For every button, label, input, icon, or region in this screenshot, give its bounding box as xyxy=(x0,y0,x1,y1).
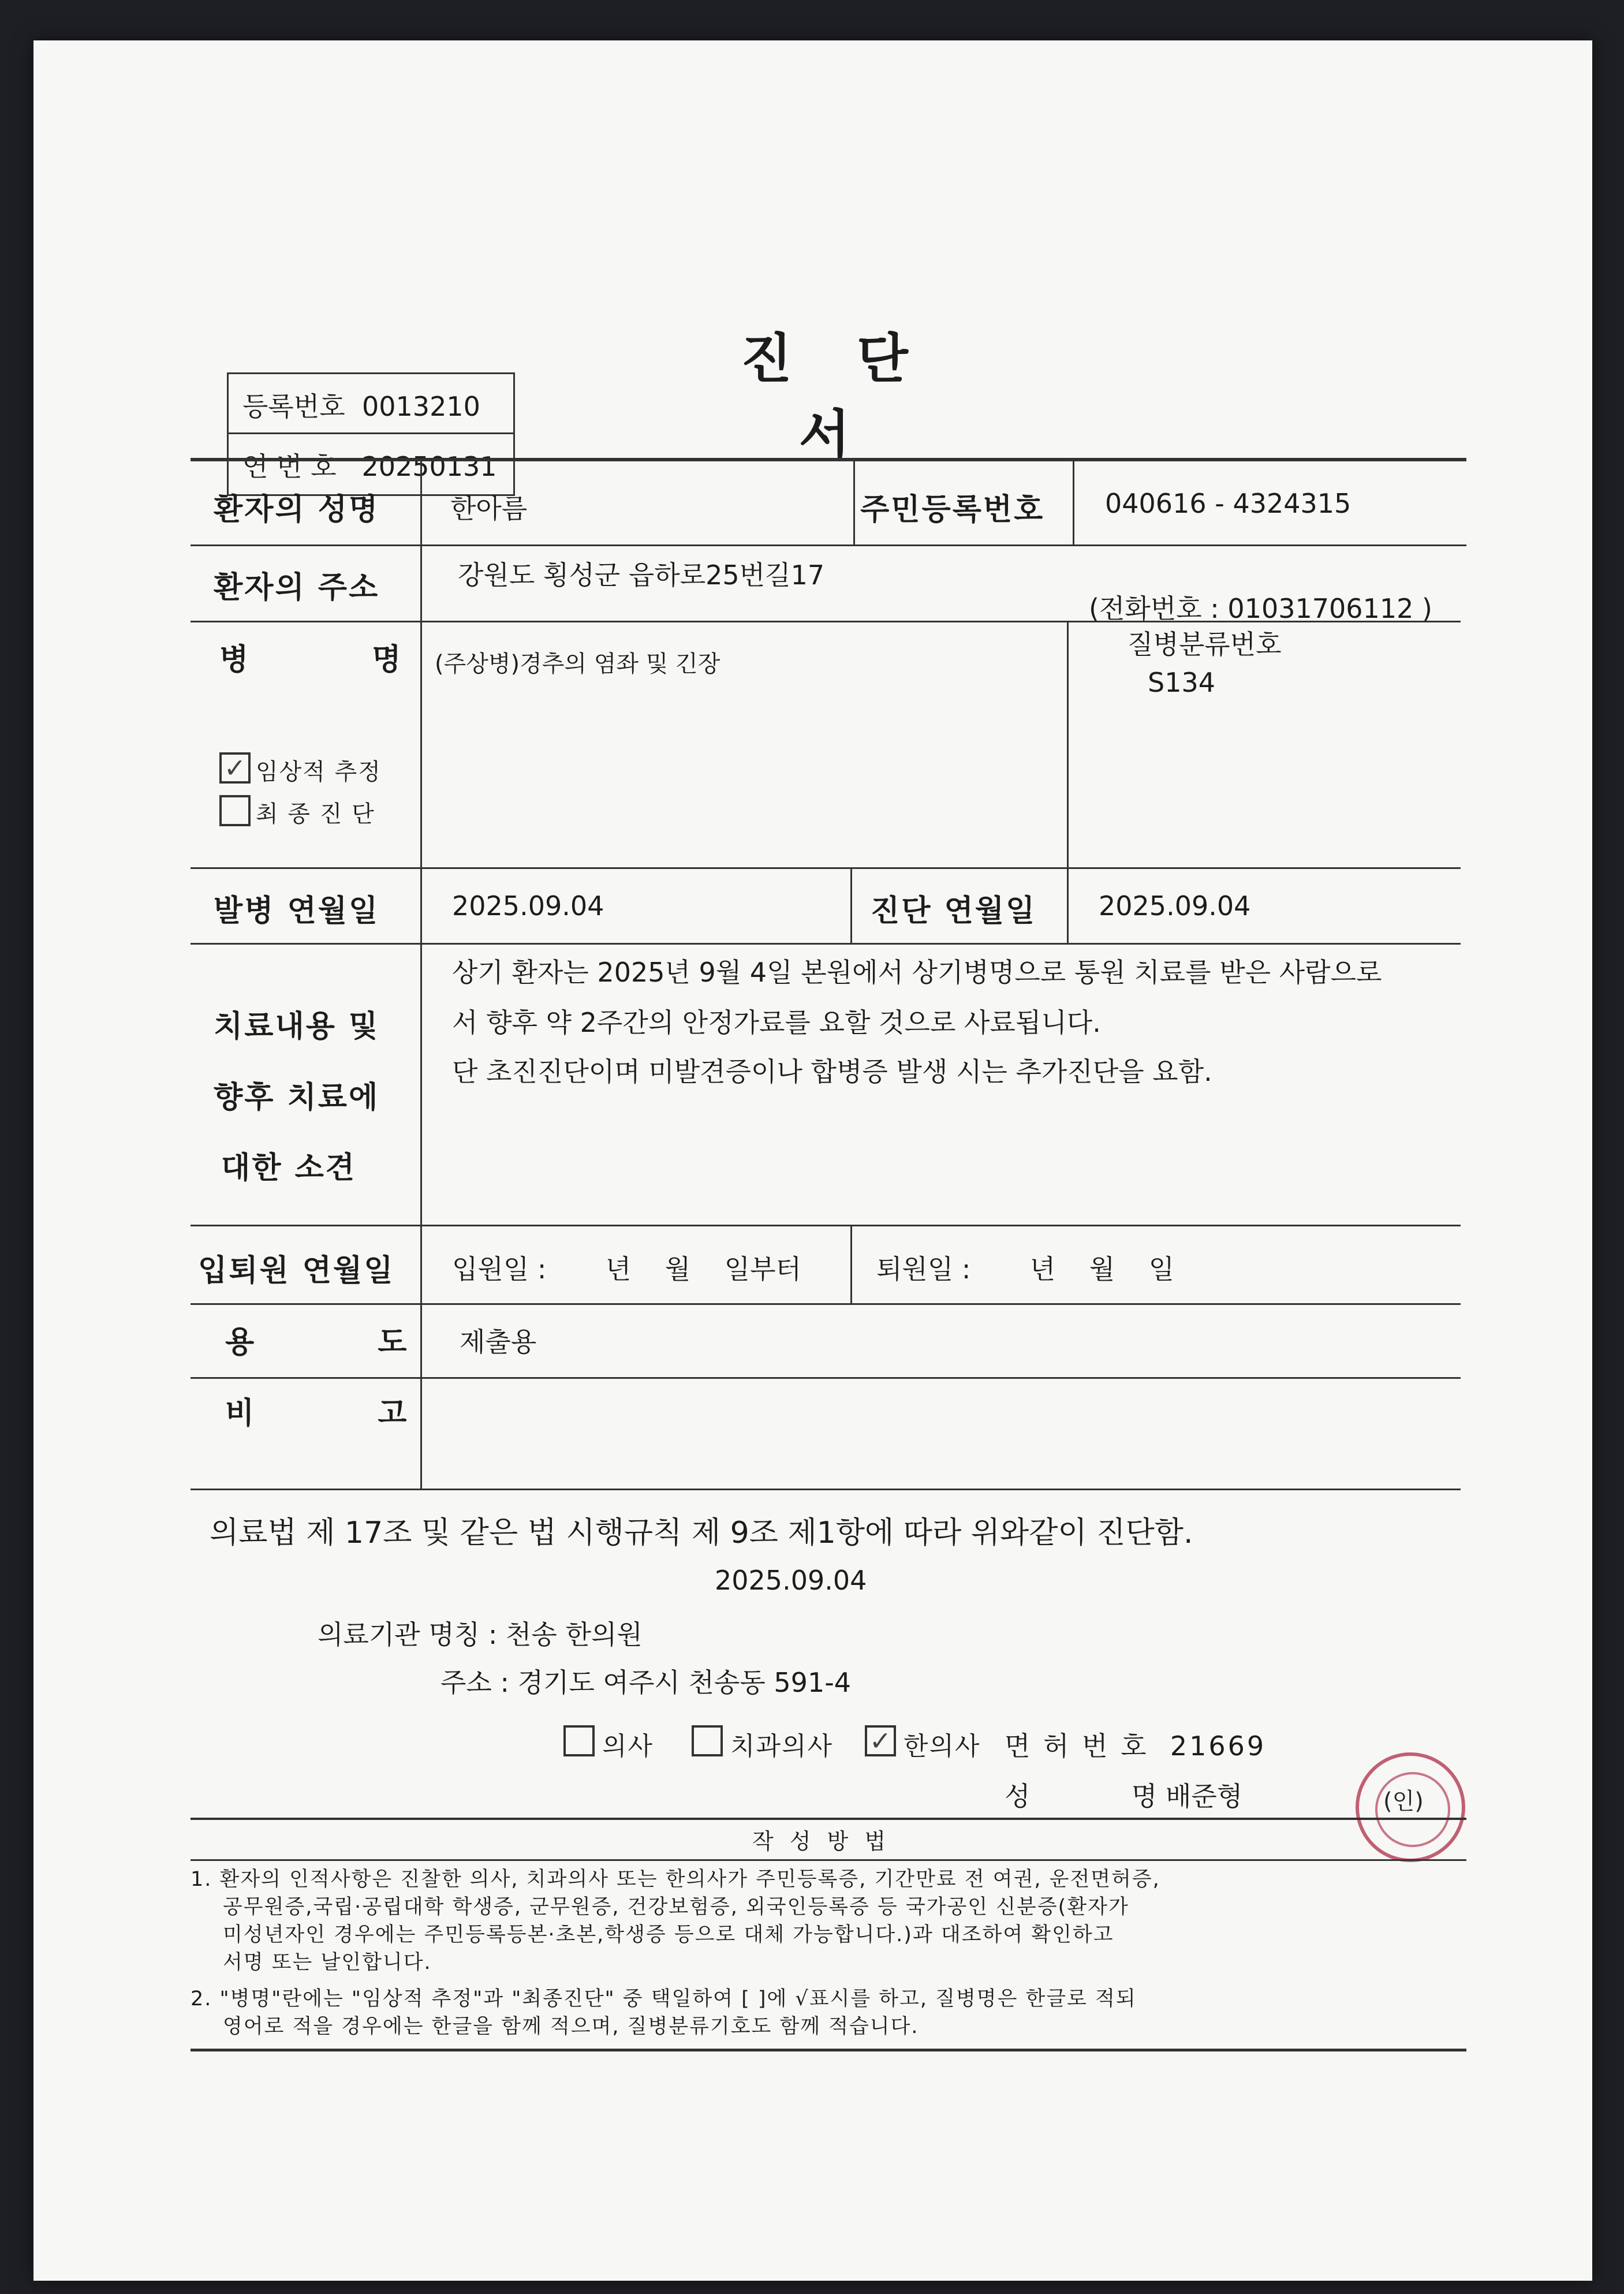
instruction-2-line-1: 2. "병명"란에는 "임상적 추정"과 "최종진단" 중 택일하여 [ ]에 √표시를 하고, 질병명은 한글로 적되 xyxy=(191,1987,1137,2010)
label-column-divider xyxy=(420,458,422,1489)
opinion-line-3: 단 초진진단이며 미발견증이나 합병증 발생 시는 추가진단을 요함. xyxy=(452,1056,1212,1087)
doctor-checkbox[interactable] xyxy=(563,1725,595,1756)
onset-date: 2025.09.04 xyxy=(452,890,604,922)
oriental-doctor-checkbox[interactable]: ✓ xyxy=(865,1725,896,1756)
diagnosis-certificate xyxy=(33,40,1592,2281)
opinion-label-line3: 대한 소견 xyxy=(221,1151,357,1185)
final-diagnosis-checkbox[interactable] xyxy=(219,795,251,826)
phone-number: (전화번호 : 01031706112 ) xyxy=(1089,593,1432,624)
disease-code-label: 질병분류번호 xyxy=(1128,629,1282,660)
license-number: 면 허 번 호 21669 xyxy=(1005,1730,1267,1762)
divider xyxy=(850,867,852,943)
patient-name: 한아름 xyxy=(450,493,528,524)
rrn-label: 주민등록번호 xyxy=(860,493,1045,527)
doctor-label: 의사 xyxy=(602,1732,654,1761)
instruction-2-line-2: 영어로 적을 경우에는 한글을 함께 적으며, 질병분류기호도 함께 적습니다. xyxy=(223,2015,919,2038)
divider xyxy=(191,1859,1466,1861)
diagnosis-date-label: 진단 연월일 xyxy=(871,894,1037,928)
divider xyxy=(850,1225,852,1303)
registration-number-row xyxy=(242,386,480,424)
instruction-1-line-1: 1. 환자의 인적사항은 진찰한 의사, 치과의사 또는 한의사가 주민등록증, 기간만료 전 여권, 운전면허증, xyxy=(191,1868,1160,1891)
divider xyxy=(191,1303,1461,1305)
address-value: 강원도 횡성군 읍하로25번길17 xyxy=(458,559,825,591)
registration-number-label: 등록번호 xyxy=(242,391,345,422)
instructions-title: 작 성 방 법 xyxy=(752,1829,891,1854)
purpose-label: 용 도 xyxy=(225,1325,409,1360)
opinion-label-line2: 향후 치료에 xyxy=(214,1080,380,1115)
dentist-checkbox[interactable] xyxy=(692,1725,723,1756)
patient-name-label: 환자의 성명 xyxy=(214,493,380,527)
dentist-label: 치과의사 xyxy=(730,1732,834,1761)
final-diagnosis-label: 최 종 진 단 xyxy=(256,801,375,827)
divider xyxy=(1073,458,1074,544)
remarks-label: 비 고 xyxy=(225,1396,409,1431)
divider xyxy=(191,1377,1461,1379)
table-top-border xyxy=(191,458,1466,461)
divider xyxy=(853,458,855,544)
table-bottom-border xyxy=(191,2049,1466,2051)
instruction-1-line-2: 공무원증,국립·공립대학 학생증, 군무원증, 건강보험증, 외국인등록증 등 국가공인 신분증(환자가 xyxy=(223,1896,1129,1919)
serial-number-row xyxy=(242,446,497,484)
divider xyxy=(191,867,1461,869)
instruction-1-line-4: 서명 또는 날인합니다. xyxy=(223,1951,432,1974)
divider xyxy=(191,1225,1461,1226)
divider xyxy=(191,1818,1466,1820)
serial-number-label: 연 번 호 xyxy=(242,451,337,482)
address-label: 환자의 주소 xyxy=(214,570,380,605)
clinical-estimate-checkbox[interactable]: ✓ xyxy=(219,752,251,784)
divider xyxy=(191,544,1466,546)
divider xyxy=(191,1489,1461,1490)
divider xyxy=(1067,867,1069,943)
oriental-doctor-label: 한의사 xyxy=(904,1732,981,1761)
document-title: 진 단 서 xyxy=(741,328,931,466)
opinion-line-1: 상기 환자는 2025년 9월 4일 본원에서 상기병명으로 통원 치료를 받은 사람으로 xyxy=(452,957,1382,988)
registration-number: 0013210 xyxy=(362,391,480,422)
purpose-value: 제출용 xyxy=(460,1326,537,1357)
divider xyxy=(191,943,1461,945)
diagnosis-text: (주상병)경추의 염좌 및 긴장 xyxy=(435,651,720,677)
rrn-value: 040616 - 4324315 xyxy=(1105,488,1352,519)
instruction-1-line-3: 미성년자인 경우에는 주민등록등본·초본,학생증 등으로 대체 가능합니다.)과 대조하여 확인하고 xyxy=(223,1923,1114,1946)
legal-statement: 의료법 제 17조 및 같은 법 시행규칙 제 9조 제1항에 따라 위와같이 진단함. xyxy=(210,1516,1193,1550)
admission-label: 입퇴원 연월일 xyxy=(198,1254,395,1288)
divider xyxy=(229,432,513,434)
registration-box xyxy=(227,372,515,496)
opinion-line-2: 서 향후 약 2주간의 안정가료를 요할 것으로 사료됩니다. xyxy=(452,1007,1101,1038)
seal-mark: (인) xyxy=(1383,1788,1424,1815)
doctor-name: 성 명 배준형 xyxy=(1005,1781,1243,1812)
issue-date: 2025.09.04 xyxy=(715,1565,867,1596)
onset-date-label: 발병 연월일 xyxy=(214,894,380,928)
institution-name: 의료기관 명칭 : 천송 한의원 xyxy=(318,1619,643,1650)
admission-out-date: 퇴원일 : 년 월 일 xyxy=(876,1254,1175,1285)
opinion-label-line1: 치료내용 및 xyxy=(214,1009,380,1044)
disease-code: S134 xyxy=(1148,667,1215,698)
institution-address: 주소 : 경기도 여주시 천송동 591-4 xyxy=(440,1667,852,1698)
diagnosis-date: 2025.09.04 xyxy=(1099,890,1251,922)
diagnosis-label: 병 명 xyxy=(219,643,403,677)
serial-number: 20250131 xyxy=(361,451,497,482)
clinical-estimate-label: 임상적 추정 xyxy=(256,759,382,785)
admission-in-date: 입원일 : 년 월 일부터 xyxy=(452,1254,801,1285)
